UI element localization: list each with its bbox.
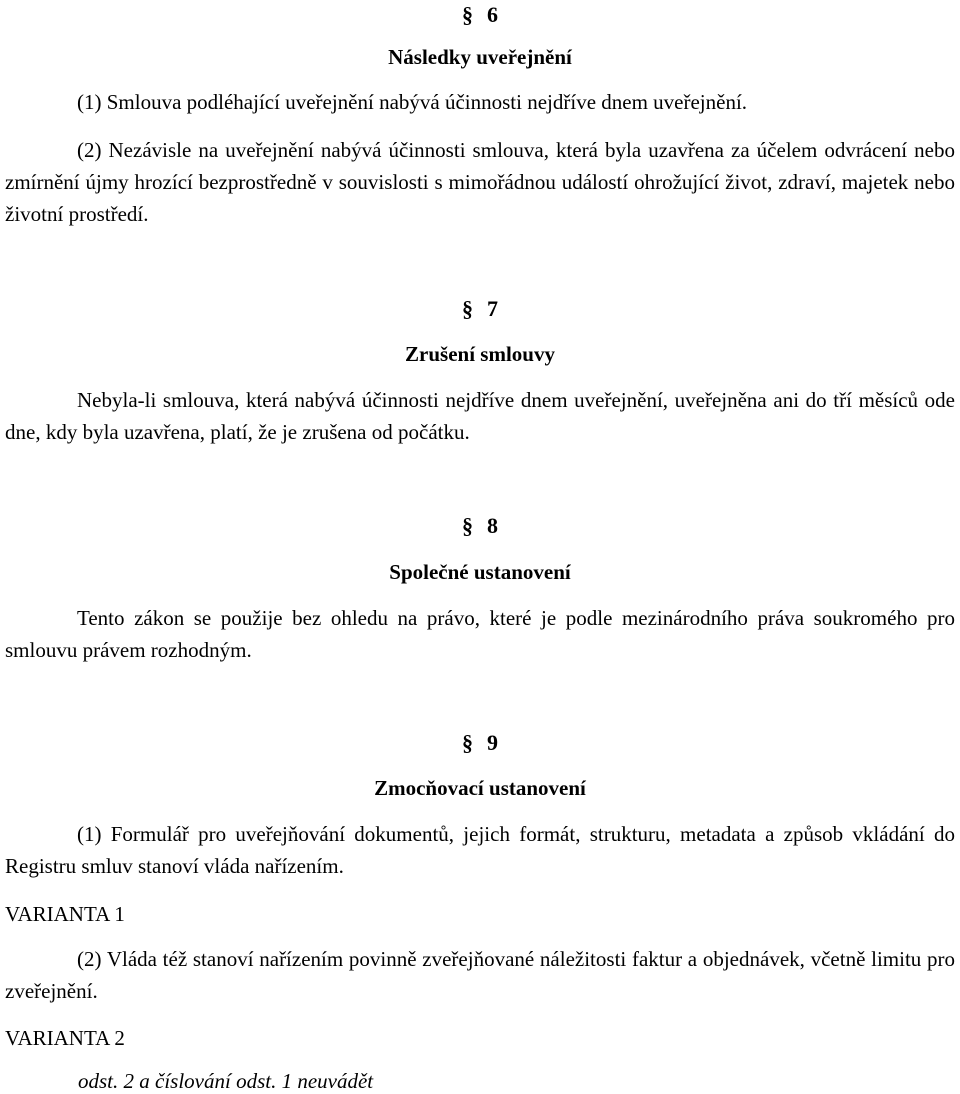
- section-9-paragraph-2: (2) Vláda též stanoví nařízením povinně zveřejňované náležitosti faktur a objednávek, včetně limitu pro zveřejnění.: [5, 947, 955, 1003]
- section-number: 7: [487, 296, 498, 321]
- section-9-paragraph-1: (1) Formulář pro uveřejňování dokumentů, jejich formát, strukturu, metadata a způsob vkládání do Registru smluv stanoví vláda nařízením.: [5, 822, 955, 878]
- section-6-title: Následky uveřejnění: [388, 45, 572, 69]
- section-7-heading: [0, 296, 960, 322]
- section-6-paragraph-1: (1) Smlouva podléhající uveřejnění nabývá účinnosti nejdříve dnem uveřejnění.: [77, 90, 748, 114]
- section-9-title: Zmocňovací ustanovení: [374, 776, 586, 800]
- section-number: 9: [487, 730, 498, 755]
- section-6-heading: [0, 2, 960, 28]
- section-6-paragraph-2: (2) Nezávisle na uveřejnění nabývá účinnosti smlouva, která byla uzavřena za účelem odvrácení nebo zmírnění újmy hrozící bezprostředně v souvislosti s mimořádnou událostí ohrožující život, zdraví, majetek nebo životní prostředí.: [5, 138, 955, 226]
- section-9-heading: [0, 730, 960, 756]
- section-symbol: §: [462, 296, 473, 321]
- section-7-title: Zrušení smlouvy: [405, 342, 555, 366]
- section-number: 8: [487, 513, 498, 538]
- section-symbol: §: [462, 2, 473, 27]
- section-7-paragraph-1: Nebyla-li smlouva, která nabývá účinnosti nejdříve dnem uveřejnění, uveřejněna ani do tří měsíců ode dne, kdy byla uzavřena, platí, že je zrušena od počátku.: [5, 388, 955, 444]
- variant-2-note: odst. 2 a číslování odst. 1 neuvádět: [78, 1069, 374, 1093]
- section-symbol: §: [462, 513, 473, 538]
- section-number: 6: [487, 2, 498, 27]
- variant-2-label: VARIANTA 2: [5, 1026, 125, 1050]
- variant-1-label: VARIANTA 1: [5, 902, 125, 926]
- section-symbol: §: [462, 730, 473, 755]
- section-8-heading: [0, 513, 960, 539]
- section-8-paragraph-1: Tento zákon se použije bez ohledu na právo, které je podle mezinárodního práva soukromého pro smlouvu právem rozhodným.: [5, 606, 955, 662]
- section-8-title: Společné ustanovení: [389, 560, 571, 584]
